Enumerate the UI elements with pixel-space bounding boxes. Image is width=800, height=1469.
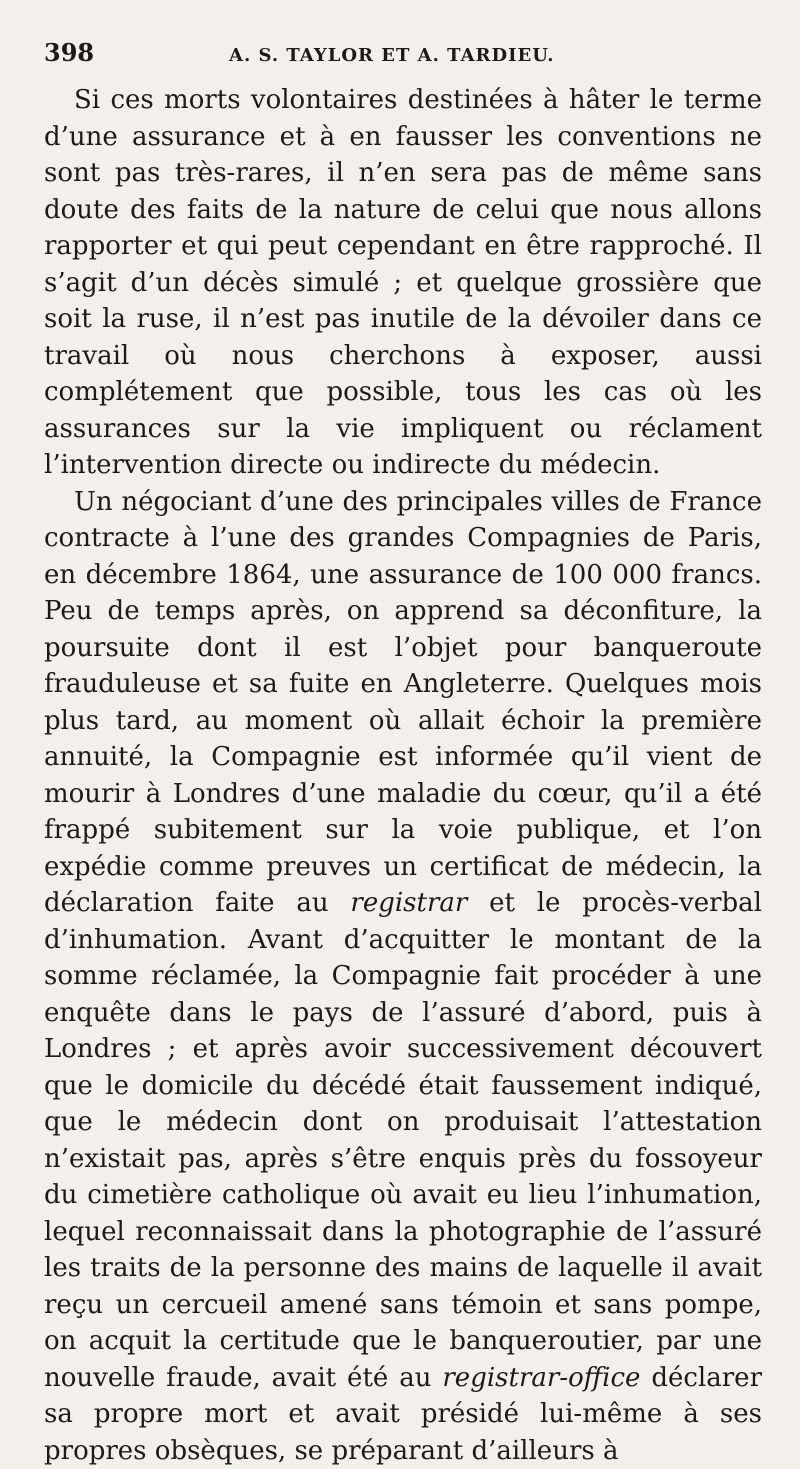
text-segment: et le procès-verbal d’inhumation. Avant d’acquitter le montant de la somme réclamée, la Compagnie fait procéder à une enquête dans le pays de l’assuré d’abord, puis à Londres ; et après avoir successivement découvert que le domicile du décédé était faussement indiqué, que le médecin dont on produisait l’attestation n’existait pas, après s’être enquis près du fossoyeur du cimetière catholique où avait eu lieu l’inhumation, lequel reconnaissait dans la photographie de l’assuré les traits de la personne des mains de laquelle il avait reçu un cercueil amené sans témoin et sans pompe, on acquit la certitude que le banqueroutier, par une nouvelle fraude, avait été au bbox=[44, 888, 762, 1393]
italic-term: registrar bbox=[350, 888, 467, 918]
paragraph bbox=[44, 82, 762, 484]
page-number: 398 bbox=[44, 38, 184, 67]
page-header bbox=[44, 38, 762, 78]
running-head: A. S. TAYLOR ET A. TARDIEU. bbox=[229, 45, 555, 66]
italic-term: registrar-office bbox=[442, 1363, 640, 1393]
text-segment: Si ces morts volontaires destinées à hâter le terme d’une assurance et à en fausser les conventions ne sont pas très-rares, il n’en sera pas de même sans doute des faits de la nature de celui que nous allons rapporter et qui peut cependant en être rapproché. Il s’agit d’un décès simulé ; et quelque grossière que soit la ruse, il n’est pas inutile de la dévoiler dans ce travail où nous cherchons à exposer, aussi complétement que possible, tous les cas où les assurances sur la vie impliquent ou réclament l’intervention directe ou indirecte du médecin. bbox=[44, 85, 762, 480]
text-segment: Un négociant d’une des principales villes de France contracte à l’une des grandes Compagnies de Paris, en décembre 1864, une assurance de 100 000 francs. Peu de temps après, on apprend sa déconfiture, la poursuite dont il est l’objet pour banqueroute frauduleuse et sa fuite en Angleterre. Quelques mois plus tard, au moment où allait échoir la première annuité, la Compagnie est informée qu’il vient de mourir à Londres d’une maladie du cœur, qu’il a été frappé subitement sur la voie publique, et l’on expédie comme preuves un certificat de médecin, la déclaration faite au bbox=[44, 487, 762, 919]
paragraph bbox=[44, 484, 762, 1469]
text-segment: déclarer sa propre mort et avait présidé lui-même à ses propres obsèques, se préparant d’ailleurs à bbox=[44, 1363, 762, 1466]
body-text bbox=[44, 82, 762, 1469]
